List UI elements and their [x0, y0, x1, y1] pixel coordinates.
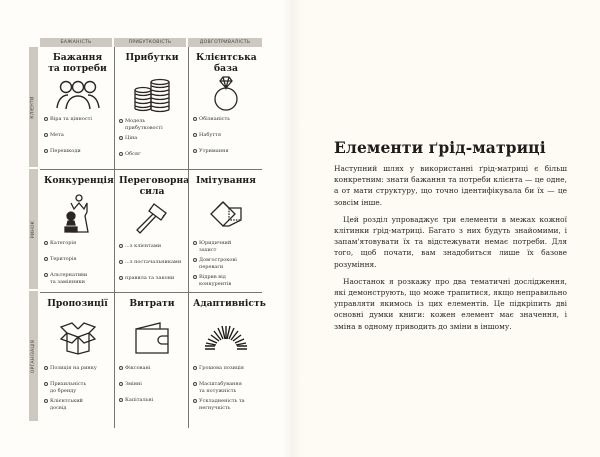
overlapping-diamonds-icon	[193, 192, 259, 236]
cell-title: Бажання та потреби	[48, 52, 107, 74]
item-list	[119, 365, 185, 404]
row-label-organization: ОРГАНІЗАЦІЯ	[29, 291, 38, 421]
list-item: Обізнаність	[193, 116, 259, 123]
diamond-ring-icon	[193, 76, 259, 112]
column-header-durability: ДОВГОТРИВАЛІСТЬ	[188, 38, 262, 47]
cell-title: Пропозиції	[47, 298, 108, 309]
list-item: Капітальні	[119, 397, 185, 404]
circle-bullet-icon	[193, 399, 197, 403]
list-item: Ціна	[119, 135, 185, 142]
cell-offerings	[40, 293, 114, 428]
slinky-spring-icon	[193, 315, 259, 361]
cell-title: Витрати	[129, 298, 175, 309]
list-item: Грошова позиція	[193, 365, 259, 372]
list-item: Модель прибутковості	[119, 118, 185, 132]
circle-bullet-icon	[44, 117, 48, 121]
circle-bullet-icon	[193, 258, 197, 262]
list-item: Довгострокові переваги	[193, 257, 259, 271]
circle-bullet-icon	[119, 276, 123, 280]
circle-bullet-icon	[44, 366, 48, 370]
list-item: Віра та цінності	[44, 116, 111, 123]
grid-rows	[40, 47, 266, 428]
list-item: Фіксовані	[119, 365, 185, 372]
item-list	[193, 365, 259, 412]
item-list	[193, 240, 259, 288]
item-list	[44, 116, 111, 155]
cell-title: Переговорна сила	[119, 175, 190, 197]
circle-bullet-icon	[44, 273, 48, 277]
circle-bullet-icon	[119, 260, 123, 264]
paragraph-1: Наступний шлях у використанні ґрід-матриці є більш конкретним: знати бажання та потреби клієнта — це одне, а от мати структуру, що точно ідентифікувала би їх — це зовсім інше.	[334, 164, 567, 207]
cell-profits	[114, 47, 188, 169]
item-list	[193, 116, 259, 155]
cell-costs	[114, 293, 188, 428]
chess-pieces-icon	[44, 192, 111, 236]
list-item: Категорія	[44, 240, 111, 247]
paragraph-3: Наостанок я розкажу про два тематичні дослідження, які демонструють, що може трапитися, якщо неправильно управляти якимось із цих елементів. Це підкріпить дві основні думки книги: кожен елемент має значення, і зміна в одному приводить до зміни в іншому.	[334, 276, 567, 331]
cell-title: Адаптивність	[193, 298, 266, 309]
list-item: Ускладненість та негнучкість	[193, 398, 259, 412]
list-item: Позиція на ринку	[44, 365, 111, 372]
circle-bullet-icon	[119, 152, 123, 156]
list-item: Змінні	[119, 381, 185, 388]
column-header-profitability: ПРИБУТКОВІСТЬ	[114, 38, 186, 47]
cell-customer-base	[188, 47, 262, 169]
body-text	[334, 163, 567, 338]
column-headers	[40, 38, 262, 47]
circle-bullet-icon	[119, 136, 123, 140]
cell-title: Конкуренція	[44, 175, 114, 186]
list-item: Клієнтський досвід	[44, 398, 111, 412]
circle-bullet-icon	[44, 257, 48, 261]
circle-bullet-icon	[44, 382, 48, 386]
list-item: Альтернативи та замінники	[44, 272, 111, 286]
item-list	[44, 240, 111, 286]
coins-stack-icon	[119, 78, 185, 114]
grid-row-organization	[40, 293, 266, 428]
paragraph-2: Цей розділ упроваджує три елементи в межах кожної клітинки ґрід-матриці. Багато з них будуть знайомими, і запам'ятовувати їх та відстежувати немає потреби. Для того, щоб почати, вам знадобиться лише їх базове розуміння.	[334, 214, 567, 269]
column-header-desirability: БАЖАНІСТЬ	[40, 38, 112, 47]
list-item: Територія	[44, 256, 111, 263]
list-item: Обсяг	[119, 151, 185, 158]
list-item: Набуття	[193, 132, 259, 139]
cell-competition	[40, 170, 114, 292]
list-item: Юридичний захист	[193, 240, 259, 254]
list-item: Прихильність до бренду	[44, 381, 111, 395]
circle-bullet-icon	[44, 399, 48, 403]
circle-bullet-icon	[193, 149, 197, 153]
item-list	[119, 118, 185, 158]
open-box-icon	[44, 315, 111, 361]
list-item: Відрив від конкурентів	[193, 274, 259, 288]
circle-bullet-icon	[119, 382, 123, 386]
list-item: Масштабування та потужність	[193, 381, 259, 395]
cell-adaptability	[188, 293, 266, 428]
cell-bargaining-power	[114, 170, 188, 292]
cell-title: Імітування	[196, 175, 256, 186]
circle-bullet-icon	[119, 244, 123, 248]
circle-bullet-icon	[119, 398, 123, 402]
circle-bullet-icon	[193, 117, 197, 121]
row-label-market: РИНОК	[29, 169, 38, 289]
circle-bullet-icon	[44, 133, 48, 137]
list-item: Перешкоди	[44, 148, 111, 155]
circle-bullet-icon	[193, 382, 197, 386]
cell-imitation	[188, 170, 262, 292]
gavel-icon	[119, 199, 185, 239]
cell-title: Прибутки	[125, 52, 179, 63]
circle-bullet-icon	[119, 119, 123, 123]
wallet-icon	[119, 315, 185, 361]
cell-title: Клієнтська база	[196, 52, 257, 74]
circle-bullet-icon	[44, 149, 48, 153]
list-item: ...з постачальниками	[119, 259, 185, 266]
circle-bullet-icon	[44, 241, 48, 245]
item-list	[44, 365, 111, 412]
list-item: Мета	[44, 132, 111, 139]
circle-bullet-icon	[193, 241, 197, 245]
circle-bullet-icon	[193, 275, 197, 279]
section-heading: Елементи ґрід-матриці	[334, 138, 546, 157]
list-item: ...з клієнтами	[119, 243, 185, 250]
row-label-customers: КЛІЄНТИ	[29, 47, 38, 167]
circle-bullet-icon	[193, 133, 197, 137]
cell-needs	[40, 47, 114, 169]
book-gutter	[282, 0, 302, 457]
grid-row-market	[40, 170, 262, 293]
people-icon	[44, 76, 111, 112]
circle-bullet-icon	[119, 366, 123, 370]
circle-bullet-icon	[193, 366, 197, 370]
grid-row-customers	[40, 47, 262, 170]
item-list	[119, 243, 185, 282]
list-item: Утримання	[193, 148, 259, 155]
list-item: правила та закони	[119, 275, 185, 282]
